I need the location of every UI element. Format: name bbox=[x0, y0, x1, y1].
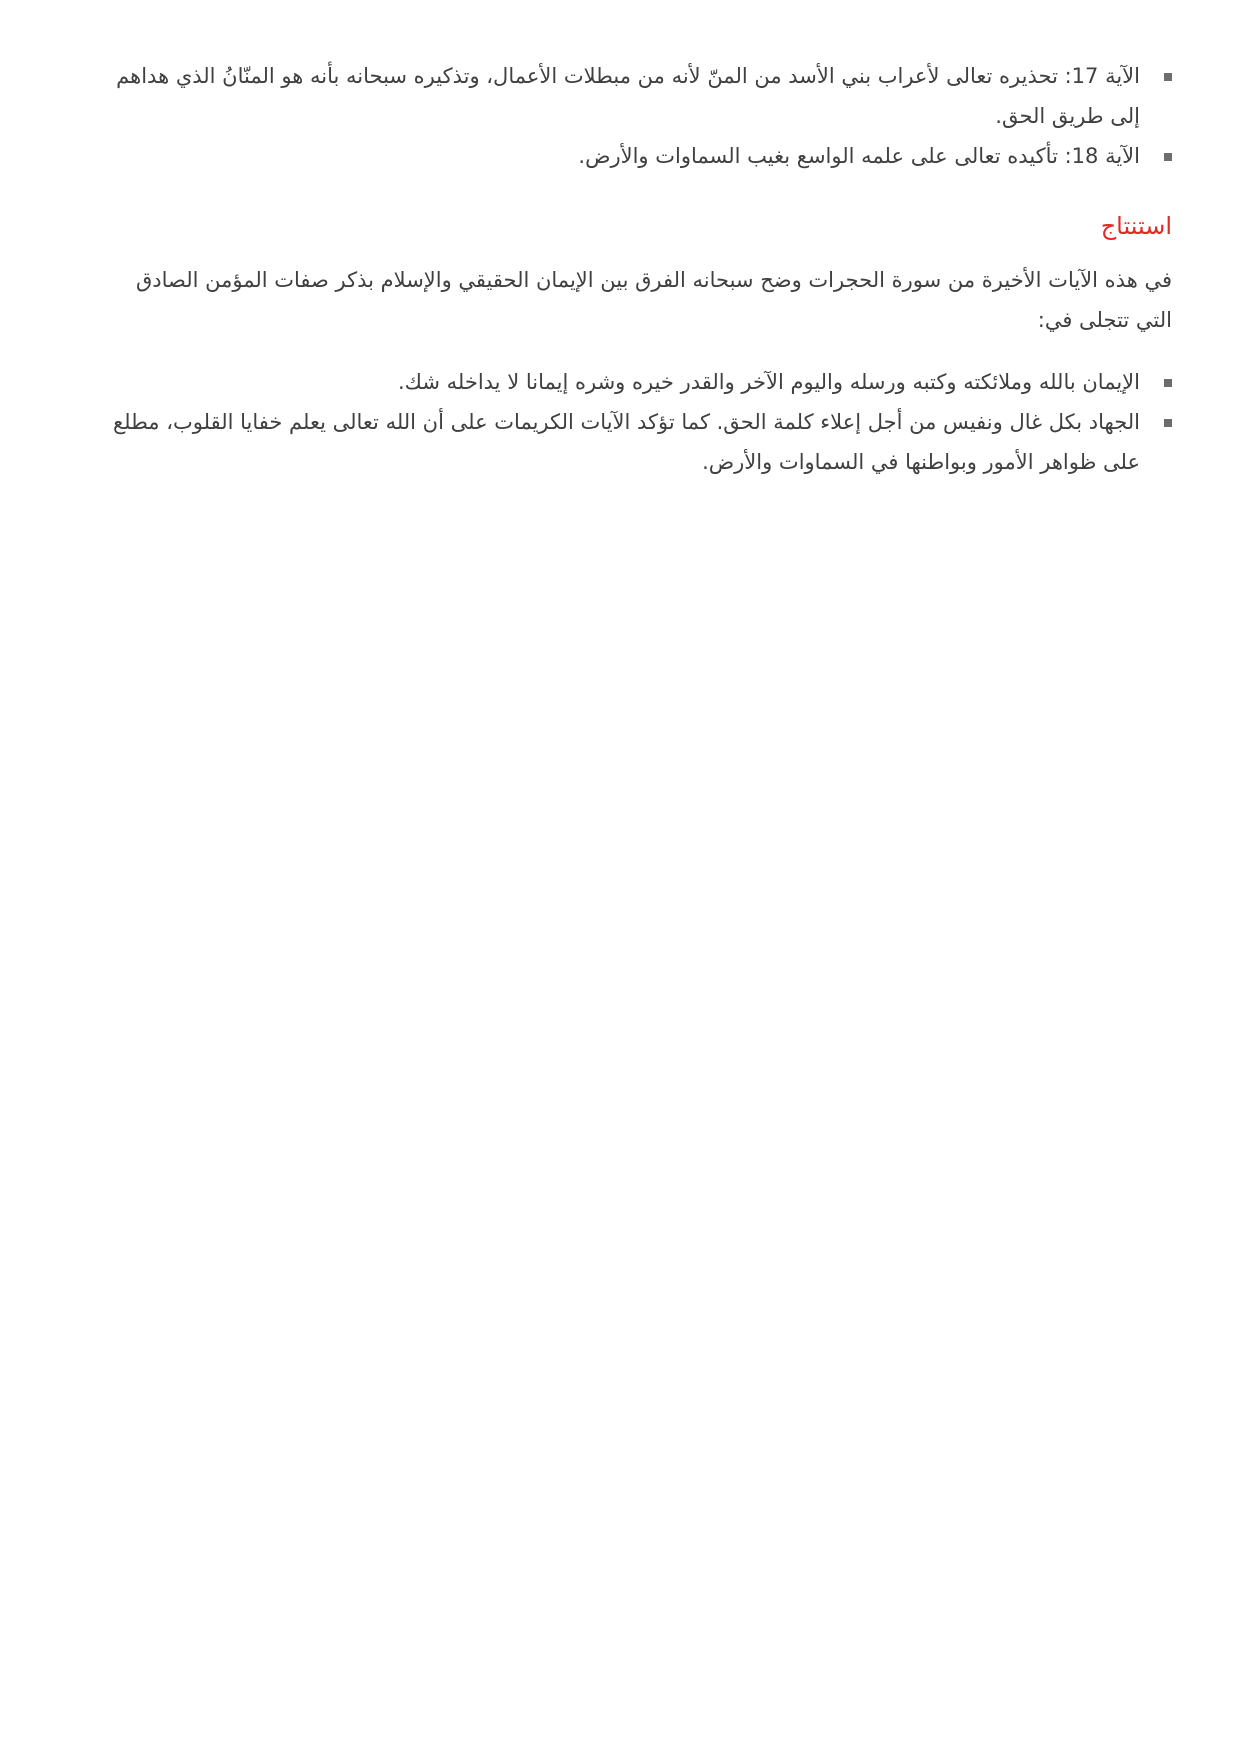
square-bullet-icon bbox=[1164, 379, 1172, 387]
list-item-text: الجهاد بكل غال ونفيس من أجل إعلاء كلمة الحق. كما تؤكد الآيات الكريمات على أن الله تعالى يعلم خفايا القلوب، مطلع على ظواهر الأمور وبواطنها في السماوات والأرض. bbox=[112, 410, 1140, 474]
square-bullet-icon bbox=[1164, 73, 1172, 81]
section-heading: استنتاج bbox=[1100, 212, 1172, 240]
list-item-text: الإيمان بالله وملائكته وكتبه ورسله واليوم الآخر والقدر خيره وشره إيمانا لا يداخله شك. bbox=[397, 370, 1140, 394]
verse-notes-list bbox=[110, 56, 1172, 176]
list-item bbox=[98, 402, 1172, 482]
list-item bbox=[98, 56, 1172, 136]
list-item bbox=[110, 136, 1172, 176]
document-page bbox=[110, 56, 1172, 482]
conclusion-paragraph: في هذه الآيات الأخيرة من سورة الحجرات وضح سبحانه الفرق بين الإيمان الحقيقي والإسلام بذكر صفات المؤمن الصادق التي تتجلى في: bbox=[135, 268, 1172, 332]
list-item bbox=[110, 362, 1172, 402]
list-item-text: الآية 17: تحذيره تعالى لأعراب بني الأسد من المنّ لأنه من مبطلات الأعمال، وتذكيره سبحانه بأنه هو المنّانُ الذي هداهم إلى طريق الحق. bbox=[116, 64, 1140, 128]
square-bullet-icon bbox=[1164, 153, 1172, 161]
list-item-text: الآية 18: تأكيده تعالى على علمه الواسع بغيب السماوات والأرض. bbox=[578, 144, 1140, 168]
square-bullet-icon bbox=[1164, 419, 1172, 427]
believer-traits-list bbox=[110, 362, 1172, 482]
